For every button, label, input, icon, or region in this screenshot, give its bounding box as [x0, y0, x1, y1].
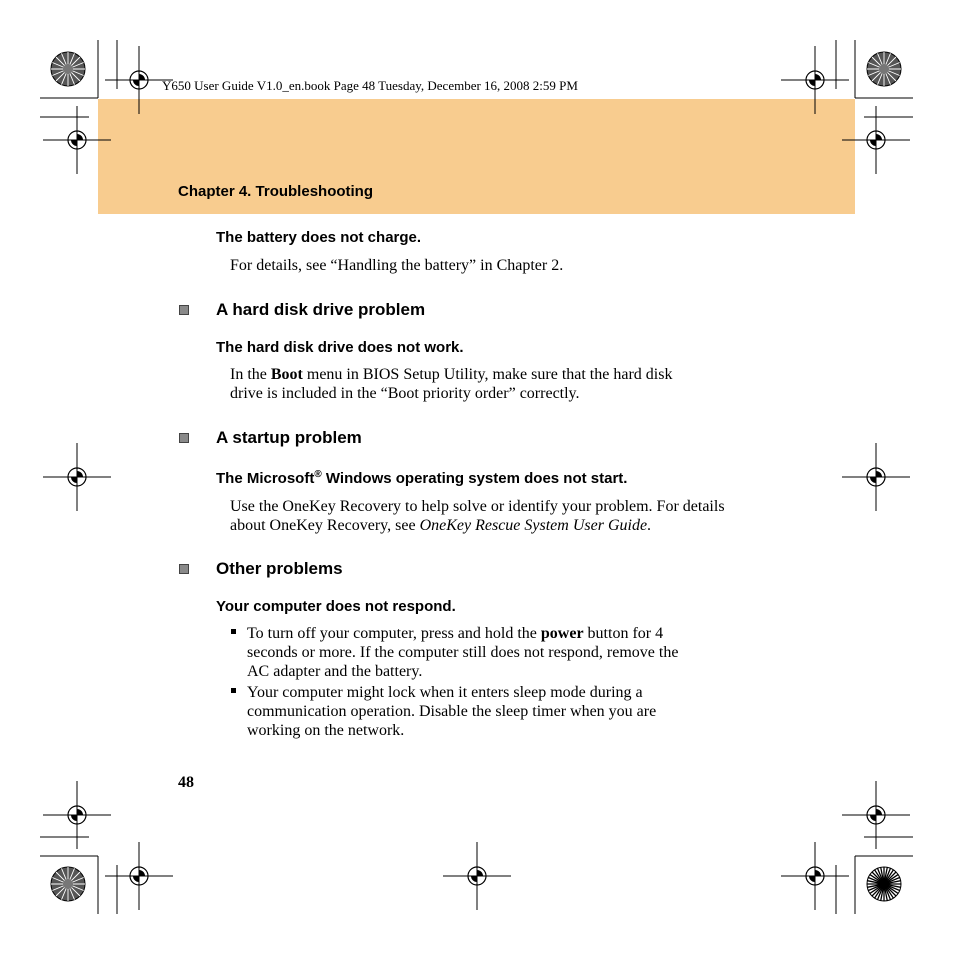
list-item: Your computer might lock when it enters sleep mode during a communication operation. Disable the sleep timer when you are working on the network. — [247, 684, 657, 739]
hdd-heading: The hard disk drive does not work. — [216, 339, 464, 356]
other-section-title: Other problems — [216, 559, 343, 578]
list-bullet-icon — [231, 629, 236, 634]
startup-heading: The Microsoft® Windows operating system does not start. — [216, 469, 628, 487]
print-slug-line: Y650 User Guide V1.0_en.book Page 48 Tuesday, December 16, 2008 2:59 PM — [162, 78, 578, 93]
startup-line-1: Use the OneKey Recovery to help solve or identify your problem. For details — [230, 498, 725, 515]
hdd-line-2: drive is included in the “Boot priority order” correctly. — [230, 385, 580, 402]
hdd-section-title: A hard disk drive problem — [216, 300, 426, 319]
battery-text: For details, see “Handling the battery” in Chapter 2. — [230, 257, 564, 274]
section-bullet-square-icon — [179, 433, 189, 443]
section-bullet-square-icon — [179, 564, 189, 574]
section-bullet-square-icon — [179, 305, 189, 315]
list-bullet-icon — [231, 688, 236, 693]
startup-section-title: A startup problem — [216, 428, 362, 447]
battery-heading: The battery does not charge. — [216, 229, 422, 246]
hdd-line-1: In the Boot menu in BIOS Setup Utility, make sure that the hard disk — [230, 366, 673, 383]
startup-line-2: about OneKey Recovery, see OneKey Rescue System User Guide. — [230, 517, 652, 534]
chapter-title: Chapter 4. Troubleshooting — [178, 183, 374, 200]
list-item: To turn off your computer, press and hold the power button for 4 seconds or more. If the computer still does not respond, remove the AC adapter and the battery. — [247, 625, 679, 680]
startup-paragraph — [230, 497, 755, 535]
page-number: 48 — [178, 774, 194, 791]
other-heading: Your computer does not respond. — [216, 598, 456, 615]
hdd-paragraph — [230, 365, 755, 403]
